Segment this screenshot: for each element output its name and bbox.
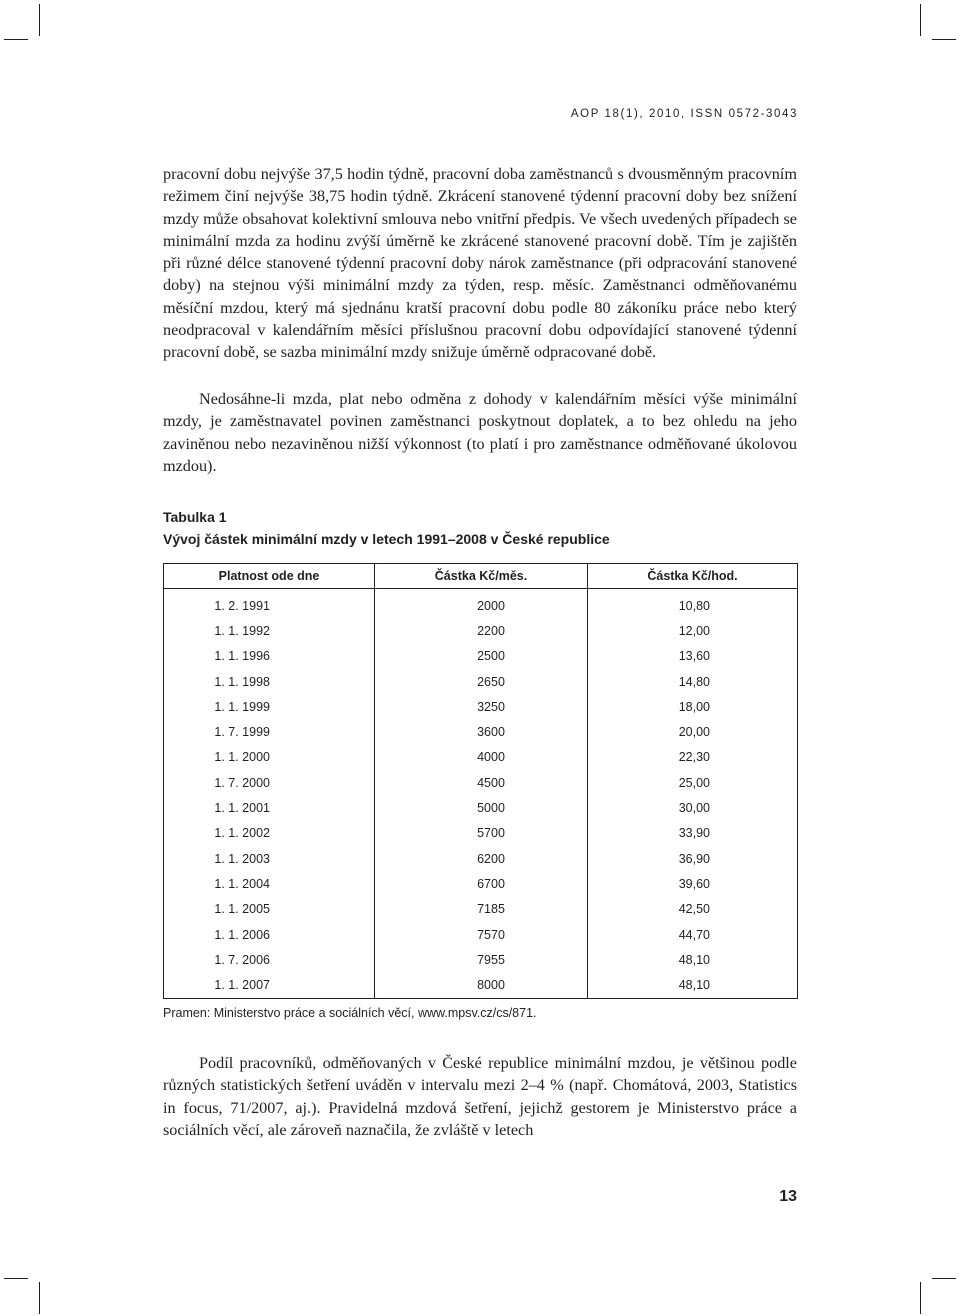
cell-amount-hour: 48,10: [588, 972, 798, 998]
table-row: [164, 947, 798, 972]
cell-amount-hour: 30,00: [588, 795, 798, 820]
crop-mark: [932, 1278, 956, 1279]
cell-amount-month: 7570: [375, 922, 588, 947]
cell-amount-hour: 13,60: [588, 644, 798, 669]
cell-valid-from: 1. 1. 1998: [164, 669, 375, 694]
cell-amount-month: 7955: [375, 947, 588, 972]
table-row: [164, 770, 798, 795]
cell-amount-month: 5700: [375, 821, 588, 846]
cell-valid-from: 1. 1. 2001: [164, 795, 375, 820]
table-row: [164, 795, 798, 820]
page-number: 13: [779, 1188, 797, 1205]
crop-mark: [920, 4, 921, 36]
table-row: [164, 922, 798, 947]
cell-amount-month: 3600: [375, 719, 588, 744]
body-paragraph: Nedosáhne-li mzda, plat nebo odměna z dohody v kalendářním měsíci výše minimální mzdy, je zaměstnavatel povinen zaměstnanci poskytnout doplatek, a to bez ohledu na jeho zaviněnou nebo nezaviněnou nižší výkonnost (to platí i pro zaměstnance odměňované úkolovou mzdou).: [163, 390, 797, 475]
cell-amount-month: 2650: [375, 669, 588, 694]
crop-mark: [4, 1278, 28, 1279]
cell-amount-hour: 22,30: [588, 745, 798, 770]
table-header-row: [164, 564, 798, 589]
header-amount-hour: Částka Kč/hod.: [588, 564, 798, 589]
cell-amount-month: 8000: [375, 972, 588, 998]
cell-valid-from: 1. 1. 2003: [164, 846, 375, 871]
cell-valid-from: 1. 1. 1992: [164, 618, 375, 643]
header-valid-from: Platnost ode dne: [164, 564, 375, 589]
cell-valid-from: 1. 1. 1999: [164, 694, 375, 719]
table-row: [164, 589, 798, 619]
header-amount-month: Částka Kč/měs.: [375, 564, 588, 589]
cell-valid-from: 1. 1. 2007: [164, 972, 375, 998]
table-number: Tabulka 1: [163, 509, 227, 525]
cell-amount-month: 3250: [375, 694, 588, 719]
cell-amount-month: 6700: [375, 871, 588, 896]
table-row: [164, 618, 798, 643]
body-paragraph: pracovní dobu nejvýše 37,5 hodin týdně, pracovní doba zaměstnanců s dvousměnným pracovním režimem činí nejvýše 38,75 hodin týdně. Zkrácení stanovené týdenní pracovní doby bez snížení mzdy může obsahovat kolektivní smlouva nebo vnitřní předpis. Ve všech uvedených případech se minimální mzda za hodinu zvýší úměrně ke zkrácené stanovené pracovní době. Tím je zajištěn při různé délce stanovené týdenní pracovní doby nárok zaměstnance (při odpracování stanovené doby) na stejnou výši minimální mzdy za týden, resp. měsíc. Zaměstnanci odměňovanému měsíční mzdou, který má sjednánu kratší pracovní dobu podle 80 zákoníku práce nebo který neodpracoval v kalendářním měsíci příslušnou pracovní dobu odpovídající stanovené týdenní pracovní době, se sazba minimální mzdy snižuje úměrně odpracované době.: [163, 165, 797, 362]
crop-mark: [39, 4, 40, 36]
cell-valid-from: 1. 1. 2005: [164, 897, 375, 922]
table-row: [164, 644, 798, 669]
cell-amount-hour: 14,80: [588, 669, 798, 694]
cell-amount-month: 4500: [375, 770, 588, 795]
crop-mark: [920, 1282, 921, 1314]
minimum-wage-table: [163, 563, 798, 999]
cell-amount-hour: 25,00: [588, 770, 798, 795]
table-row: [164, 871, 798, 896]
crop-mark: [932, 39, 956, 40]
cell-amount-month: 2500: [375, 644, 588, 669]
cell-amount-month: 7185: [375, 897, 588, 922]
cell-valid-from: 1. 2. 1991: [164, 589, 375, 619]
cell-valid-from: 1. 1. 1996: [164, 644, 375, 669]
cell-valid-from: 1. 1. 2000: [164, 745, 375, 770]
cell-amount-hour: 33,90: [588, 821, 798, 846]
running-head: AOP 18(1), 2010, ISSN 0572-3043: [570, 108, 798, 120]
cell-amount-hour: 10,80: [588, 589, 798, 619]
cell-amount-month: 2000: [375, 589, 588, 619]
table-row: [164, 719, 798, 744]
table-row: [164, 821, 798, 846]
table-title: Vývoj částek minimální mzdy v letech 1991–2008 v České republice: [163, 531, 610, 547]
cell-valid-from: 1. 1. 2006: [164, 922, 375, 947]
cell-amount-hour: 39,60: [588, 871, 798, 896]
table-row: [164, 846, 798, 871]
cell-amount-hour: 12,00: [588, 618, 798, 643]
cell-amount-hour: 36,90: [588, 846, 798, 871]
table-row: [164, 669, 798, 694]
cell-amount-hour: 44,70: [588, 922, 798, 947]
crop-mark: [4, 39, 28, 40]
cell-amount-hour: 18,00: [588, 694, 798, 719]
body-paragraph: Podíl pracovníků, odměňovaných v České republice minimální mzdou, je většinou podle různých statistických šetření uváděn v intervalu mezi 2–4 % (např. Chomátová, 2003, Statistics in focus, 71/2007, aj.). Pravidelná mzdová šetření, jejichž gestorem je Ministerstvo práce a sociálních věcí, ale zároveň naznačila, že zvláště v letech: [163, 1054, 797, 1139]
cell-amount-month: 5000: [375, 795, 588, 820]
cell-amount-month: 6200: [375, 846, 588, 871]
cell-amount-hour: 48,10: [588, 947, 798, 972]
crop-mark: [39, 1282, 40, 1314]
cell-valid-from: 1. 7. 2000: [164, 770, 375, 795]
cell-amount-hour: 42,50: [588, 897, 798, 922]
cell-valid-from: 1. 1. 2004: [164, 871, 375, 896]
table-row: [164, 745, 798, 770]
cell-valid-from: 1. 1. 2002: [164, 821, 375, 846]
cell-valid-from: 1. 7. 2006: [164, 947, 375, 972]
table-source: Pramen: Ministerstvo práce a sociálních věcí, www.mpsv.cz/cs/871.: [163, 1006, 537, 1020]
cell-amount-month: 4000: [375, 745, 588, 770]
cell-valid-from: 1. 7. 1999: [164, 719, 375, 744]
cell-amount-hour: 20,00: [588, 719, 798, 744]
table-row: [164, 694, 798, 719]
cell-amount-month: 2200: [375, 618, 588, 643]
table-row: [164, 897, 798, 922]
table-row: [164, 972, 798, 998]
